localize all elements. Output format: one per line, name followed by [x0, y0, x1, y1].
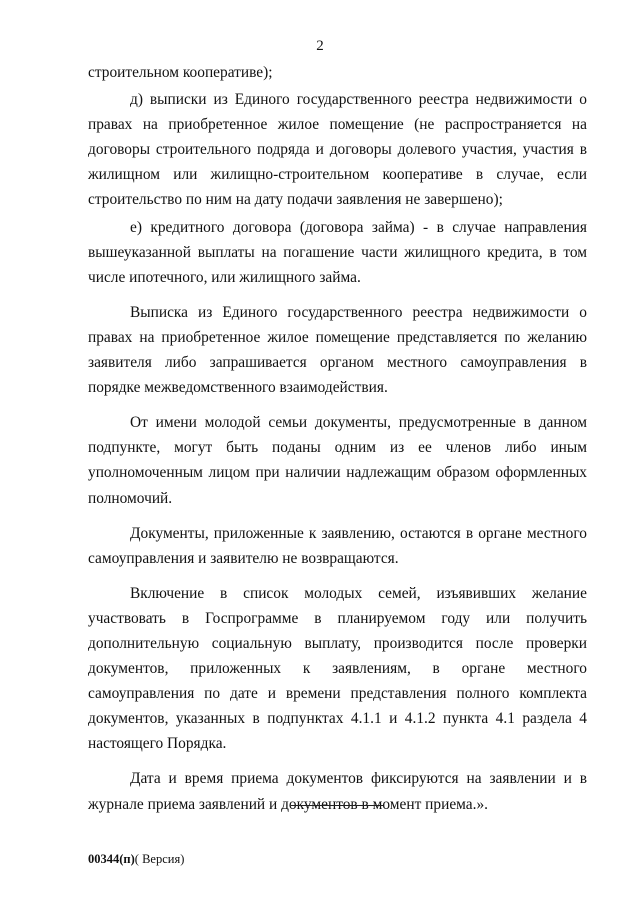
paragraph-item-e: е) кредитного договора (договора займа) - в случае направления вышеуказанной выплаты на погашение части жилищного кредита, в том числе ипотечного, или жилищного займа. — [88, 218, 587, 286]
paragraph-date-time: Дата и время приема документов фиксируются на заявлении и в журнале приема заявлений и документов в момент приема.». — [88, 770, 587, 813]
separator-line — [291, 805, 383, 806]
footer — [88, 852, 184, 867]
paragraph-inclusion: Включение в список молодых семей, изъявивших желание участвовать в Госпрограмме в планируемом году или получить дополнительную социальную выплату, производится после проверки документов, приложенных к заявлениям, в органе местного самоуправления по дате и времени представления полного комплекта документов, указанных в подпунктах 4.1.1 и 4.1.2 пункта 4.1 раздела 4 настоящего Порядка. — [88, 584, 587, 753]
document-body — [88, 60, 587, 817]
paragraph-documents-kept: Документы, приложенные к заявлению, остаются в органе местного самоуправления и заявителю не возвращаются. — [88, 524, 587, 567]
paragraph-extract: Выписка из Единого государственного реестра недвижимости о правах на приобретенное жилое помещение представляется по желанию заявителя либо запрашивается органом местного самоуправления в порядке межведомственного взаимодействия. — [88, 303, 587, 397]
paragraph-continuation: строительном кооперативе); — [88, 64, 273, 81]
paragraph-on-behalf: От имени молодой семьи документы, предусмотренные в данном подпункте, могут быть поданы одним из ее членов либо иным уполномоченным лицом при наличии надлежащим образом оформленных полномочий. — [88, 414, 587, 507]
page-number: 2 — [316, 38, 324, 54]
paragraph-item-d: д) выписки из Единого государственного реестра недвижимости о правах на приобретенное жилое помещение (не распространяется на договоры строительного подряда и договоры долевого участия, участия в жилищном или жилищно-строительном кооперативе в случае, если строительство по ним на дату подачи заявления не завершено); — [88, 91, 587, 209]
footer-code: 00344(п) — [88, 852, 135, 866]
footer-label: ( Версия) — [134, 852, 185, 866]
